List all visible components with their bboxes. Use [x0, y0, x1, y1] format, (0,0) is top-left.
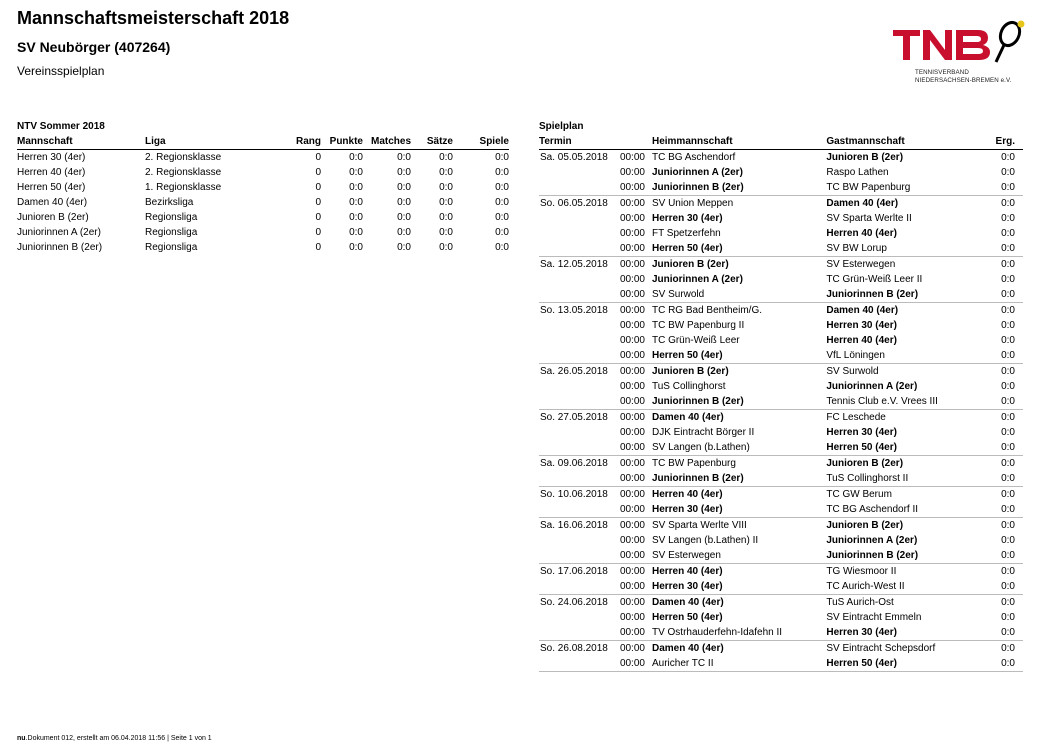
match-result: 0:0: [1001, 535, 1015, 546]
match-termin: [539, 303, 652, 319]
team-rang: 0: [315, 152, 321, 163]
match-row: [539, 502, 1023, 518]
match-result: 0:0: [1001, 581, 1015, 592]
match-row: [539, 287, 1023, 303]
match-home-team: Juniorinnen A (2er): [651, 274, 743, 285]
col-rang: Rang: [273, 134, 321, 150]
match-date: So. 13.05.2018: [540, 305, 608, 316]
match-termin: [539, 625, 652, 641]
match-time: 00:00: [619, 566, 645, 577]
col-termin: Termin: [539, 134, 652, 150]
match-away-team: Herren 30 (4er): [826, 320, 897, 331]
match-termin: [539, 518, 652, 534]
match-row: [539, 211, 1023, 226]
team-row: [17, 195, 509, 210]
match-away-team: TC Grün-Weiß Leer II: [826, 274, 923, 285]
match-date: So. 10.06.2018: [540, 489, 608, 500]
team-matches: 0:0: [397, 197, 411, 208]
match-termin: [539, 394, 652, 410]
match-away-team: Raspo Lathen: [826, 167, 889, 178]
match-home-team: TV Ostrhauderfehn-Idafehn II: [651, 627, 783, 638]
match-row: [539, 318, 1023, 333]
match-home-team: Juniorinnen B (2er): [651, 396, 744, 407]
team-matches: 0:0: [397, 152, 411, 163]
match-row: [539, 487, 1023, 503]
match-away-team: Herren 40 (4er): [826, 228, 897, 239]
match-time: 00:00: [619, 427, 645, 438]
team-punkte: 0:0: [349, 167, 363, 178]
match-termin: [539, 440, 652, 456]
match-termin: [539, 150, 652, 166]
team-punkte: 0:0: [349, 227, 363, 238]
team-name: Juniorinnen A (2er): [17, 227, 101, 238]
match-row: [539, 564, 1023, 580]
match-termin: [539, 425, 652, 440]
match-home-team: Damen 40 (4er): [652, 410, 826, 426]
match-home-team: Juniorinnen A (2er): [651, 167, 743, 178]
match-result: 0:0: [1001, 182, 1015, 193]
match-termin: [539, 564, 652, 580]
match-away-team: Junioren B (2er): [826, 518, 995, 534]
tnb-logo: [890, 20, 1030, 92]
match-time: 00:00: [619, 458, 645, 469]
match-home-team: TuS Collinghorst: [651, 381, 726, 392]
match-termin: [539, 180, 652, 196]
document-type: Vereinsspielplan: [17, 64, 105, 78]
match-time: 00:00: [619, 504, 645, 515]
match-row: [539, 348, 1023, 364]
match-result: 0:0: [1001, 335, 1015, 346]
match-home-team: Herren 50 (4er): [651, 350, 723, 361]
footer-text: .Dokument 012, erstellt am 06.04.2018 11:56 | Seite 1 von 1: [25, 735, 212, 742]
team-saetze: 0:0: [439, 242, 453, 253]
team-matches: 0:0: [397, 167, 411, 178]
match-row: [539, 272, 1023, 287]
match-home-team: SV Union Meppen: [652, 196, 826, 212]
match-away-team: TuS Collinghorst II: [826, 473, 909, 484]
team-saetze: 0:0: [439, 197, 453, 208]
match-home-team: SV Langen (b.Lathen) II: [651, 535, 759, 546]
team-name: Junioren B (2er): [17, 212, 89, 223]
match-home-team: TC Grün-Weiß Leer: [651, 335, 740, 346]
match-termin: [539, 272, 652, 287]
match-time: 00:00: [619, 442, 645, 453]
match-away-team: Junioren B (2er): [826, 150, 995, 166]
match-row: [539, 456, 1023, 472]
match-home-team: Herren 40 (4er): [652, 564, 826, 580]
match-termin: [539, 211, 652, 226]
match-result: 0:0: [1001, 289, 1015, 300]
match-away-team: Juniorinnen A (2er): [826, 381, 918, 392]
match-date: Sa. 12.05.2018: [540, 259, 608, 270]
match-away-team: Tennis Club e.V. Vrees III: [826, 396, 938, 407]
match-termin: [539, 257, 652, 273]
match-date: So. 17.06.2018: [540, 566, 608, 577]
team-spiele: 0:0: [495, 227, 509, 238]
match-termin: [539, 348, 652, 364]
match-termin: [539, 548, 652, 564]
tnb-logo-mark: [890, 20, 1030, 68]
match-termin: [539, 579, 652, 595]
match-away-team: Juniorinnen A (2er): [826, 535, 918, 546]
match-time: 00:00: [619, 581, 645, 592]
match-home-team: Herren 30 (4er): [651, 504, 723, 515]
match-time: 00:00: [619, 612, 645, 623]
match-time: 00:00: [619, 597, 645, 608]
teams-header-row: [17, 134, 509, 150]
match-result: 0:0: [1001, 627, 1015, 638]
match-termin: [539, 641, 652, 657]
match-result: 0:0: [1001, 612, 1015, 623]
match-home-team: Damen 40 (4er): [652, 595, 826, 611]
match-row: [539, 196, 1023, 212]
schedule-header-row: [539, 134, 1023, 150]
team-row: [17, 225, 509, 240]
match-away-team: Herren 30 (4er): [826, 427, 897, 438]
match-time: 00:00: [619, 274, 645, 285]
col-punkte: Punkte: [321, 134, 363, 150]
match-away-team: SV Esterwegen: [826, 257, 995, 273]
match-termin: [539, 471, 652, 487]
match-home-team: Herren 50 (4er): [651, 243, 723, 254]
match-home-team: SV Sparta Werlte VIII: [652, 518, 826, 534]
team-name: Herren 50 (4er): [17, 182, 86, 193]
match-result: 0:0: [996, 150, 1023, 166]
team-saetze: 0:0: [439, 212, 453, 223]
match-date: Sa. 09.06.2018: [540, 458, 608, 469]
match-home-team: FT Spetzerfehn: [651, 228, 721, 239]
match-home-team: Damen 40 (4er): [652, 641, 826, 657]
match-home-team: Junioren B (2er): [652, 257, 826, 273]
match-row: [539, 625, 1023, 641]
match-result: 0:0: [1001, 274, 1015, 285]
team-spiele: 0:0: [495, 242, 509, 253]
match-termin: [539, 318, 652, 333]
match-away-team: SV BW Lorup: [826, 243, 887, 254]
match-row: [539, 533, 1023, 548]
match-time: 00:00: [619, 259, 645, 270]
team-name: Juniorinnen B (2er): [17, 242, 103, 253]
match-home-team: SV Esterwegen: [651, 550, 721, 561]
match-termin: [539, 610, 652, 625]
team-spiele: 0:0: [495, 182, 509, 193]
match-termin: [539, 656, 652, 672]
match-row: [539, 641, 1023, 657]
match-time: 00:00: [619, 182, 645, 193]
match-away-team: SV Sparta Werlte II: [826, 213, 912, 224]
match-result: 0:0: [1001, 442, 1015, 453]
match-row: [539, 410, 1023, 426]
team-name: Damen 40 (4er): [17, 197, 88, 208]
team-punkte: 0:0: [349, 197, 363, 208]
match-result: 0:0: [996, 487, 1023, 503]
match-away-team: Herren 30 (4er): [826, 627, 897, 638]
match-result: 0:0: [1001, 381, 1015, 392]
team-rang: 0: [315, 182, 321, 193]
match-time: 00:00: [619, 213, 645, 224]
match-home-team: Juniorinnen B (2er): [651, 473, 744, 484]
match-result: 0:0: [996, 595, 1023, 611]
match-row: [539, 548, 1023, 564]
match-time: 00:00: [619, 473, 645, 484]
team-liga: 2. Regionsklasse: [145, 152, 222, 163]
team-saetze: 0:0: [439, 227, 453, 238]
match-home-team: SV Surwold: [651, 289, 705, 300]
match-away-team: Juniorinnen B (2er): [826, 550, 919, 561]
team-row: [17, 165, 509, 180]
team-row: [17, 180, 509, 195]
teams-table: [17, 134, 509, 255]
match-away-team: Herren 50 (4er): [826, 442, 897, 453]
match-time: 00:00: [619, 198, 645, 209]
team-matches: 0:0: [397, 212, 411, 223]
match-result: 0:0: [996, 196, 1023, 212]
match-result: 0:0: [1001, 228, 1015, 239]
match-time: 00:00: [619, 320, 645, 331]
match-result: 0:0: [1001, 427, 1015, 438]
logo-text-line2: NIEDERSACHSEN-BREMEN e.V.: [915, 77, 1012, 84]
team-row: [17, 240, 509, 255]
match-away-team: Damen 40 (4er): [826, 303, 995, 319]
match-row: [539, 333, 1023, 348]
team-saetze: 0:0: [439, 152, 453, 163]
match-result: 0:0: [1001, 320, 1015, 331]
team-matches: 0:0: [397, 242, 411, 253]
match-row: [539, 394, 1023, 410]
match-termin: [539, 364, 652, 380]
match-home-team: TC BW Papenburg II: [651, 320, 745, 331]
match-date: Sa. 26.05.2018: [540, 366, 608, 377]
match-away-team: Junioren B (2er): [826, 456, 995, 472]
match-away-team: Damen 40 (4er): [826, 196, 995, 212]
match-result: 0:0: [996, 257, 1023, 273]
schedule-table: [539, 134, 1023, 672]
team-row: [17, 150, 509, 166]
match-termin: [539, 287, 652, 303]
team-rang: 0: [315, 212, 321, 223]
match-row: [539, 150, 1023, 166]
match-time: 00:00: [619, 152, 645, 163]
footer-brand: nu: [17, 735, 26, 742]
match-row: [539, 379, 1023, 394]
match-home-team: Herren 40 (4er): [652, 487, 826, 503]
match-home-team: Herren 30 (4er): [651, 213, 723, 224]
match-time: 00:00: [619, 381, 645, 392]
team-liga: Bezirksliga: [145, 197, 194, 208]
team-rang: 0: [315, 227, 321, 238]
match-result: 0:0: [1001, 550, 1015, 561]
match-time: 00:00: [619, 643, 645, 654]
team-liga: 1. Regionsklasse: [145, 182, 222, 193]
match-result: 0:0: [996, 303, 1023, 319]
col-heimmannschaft: Heimmannschaft: [652, 134, 826, 150]
match-result: 0:0: [1001, 167, 1015, 178]
match-date: So. 26.08.2018: [540, 643, 608, 654]
match-result: 0:0: [996, 564, 1023, 580]
match-row: [539, 165, 1023, 180]
match-away-team: FC Leschede: [826, 410, 995, 426]
col-ergebnis: Erg.: [996, 134, 1023, 150]
team-liga: Regionsliga: [145, 227, 198, 238]
match-row: [539, 364, 1023, 380]
team-spiele: 0:0: [495, 167, 509, 178]
team-saetze: 0:0: [439, 167, 453, 178]
match-result: 0:0: [1001, 504, 1015, 515]
match-termin: [539, 379, 652, 394]
logo-text-line1: TENNISVERBAND: [915, 69, 969, 76]
match-home-team: SV Langen (b.Lathen): [651, 442, 750, 453]
match-home-team: Junioren B (2er): [652, 364, 826, 380]
team-punkte: 0:0: [349, 152, 363, 163]
schedule-title: Spielplan: [539, 121, 584, 132]
match-result: 0:0: [996, 656, 1023, 672]
match-result: 0:0: [996, 641, 1023, 657]
match-row: [539, 257, 1023, 273]
match-home-team: TC RG Bad Bentheim/G.: [652, 303, 826, 319]
match-time: 00:00: [619, 228, 645, 239]
match-time: 00:00: [619, 550, 645, 561]
match-result: 0:0: [996, 518, 1023, 534]
match-row: [539, 595, 1023, 611]
col-saetze: Sätze: [411, 134, 453, 150]
match-away-team: TC GW Berum: [826, 487, 995, 503]
team-liga: 2. Regionsklasse: [145, 167, 222, 178]
match-home-team: TC BG Aschendorf: [652, 150, 826, 166]
match-time: 00:00: [619, 489, 645, 500]
team-matches: 0:0: [397, 182, 411, 193]
match-row: [539, 471, 1023, 487]
match-home-team: Herren 50 (4er): [651, 612, 723, 623]
team-punkte: 0:0: [349, 182, 363, 193]
match-date: So. 27.05.2018: [540, 412, 608, 423]
match-row: [539, 440, 1023, 456]
match-termin: [539, 241, 652, 257]
team-matches: 0:0: [397, 227, 411, 238]
match-row: [539, 518, 1023, 534]
team-name: Herren 40 (4er): [17, 167, 86, 178]
team-name: Herren 30 (4er): [17, 152, 86, 163]
team-rang: 0: [315, 197, 321, 208]
col-spiele: Spiele: [453, 134, 509, 150]
match-home-team: TC BW Papenburg: [652, 456, 826, 472]
match-away-team: Herren 40 (4er): [826, 335, 897, 346]
page-title: Mannschaftsmeisterschaft 2018: [17, 8, 290, 28]
match-time: 00:00: [619, 289, 645, 300]
match-result: 0:0: [996, 364, 1023, 380]
match-away-team: TC Aurich-West II: [826, 581, 905, 592]
match-termin: [539, 410, 652, 426]
match-away-team: Juniorinnen B (2er): [826, 289, 919, 300]
match-time: 00:00: [619, 366, 645, 377]
match-time: 00:00: [619, 243, 645, 254]
match-time: 00:00: [619, 350, 645, 361]
match-away-team: TG Wiesmoor II: [826, 564, 995, 580]
season-title: NTV Sommer 2018: [17, 121, 105, 132]
match-date: So. 24.06.2018: [540, 597, 608, 608]
col-gastmannschaft: Gastmannschaft: [826, 134, 995, 150]
match-result: 0:0: [1001, 473, 1015, 484]
match-result: 0:0: [1001, 243, 1015, 254]
match-date: So. 06.05.2018: [540, 198, 608, 209]
match-result: 0:0: [996, 410, 1023, 426]
match-result: 0:0: [996, 456, 1023, 472]
team-row: [17, 210, 509, 225]
match-termin: [539, 196, 652, 212]
col-matches: Matches: [363, 134, 411, 150]
match-row: [539, 226, 1023, 241]
club-name: SV Neubörger (407264): [17, 39, 171, 55]
match-away-team: VfL Löningen: [826, 350, 885, 361]
match-time: 00:00: [619, 396, 645, 407]
match-away-team: SV Eintracht Schepsdorf: [826, 641, 995, 657]
match-row: [539, 610, 1023, 625]
match-time: 00:00: [619, 535, 645, 546]
match-date: Sa. 05.05.2018: [540, 152, 608, 163]
match-home-team: DJK Eintracht Börger II: [651, 427, 755, 438]
match-row: [539, 425, 1023, 440]
match-termin: [539, 595, 652, 611]
match-row: [539, 241, 1023, 257]
team-liga: Regionsliga: [145, 242, 198, 253]
match-away-team: TC BG Aschendorf II: [826, 504, 919, 515]
match-termin: [539, 333, 652, 348]
team-rang: 0: [315, 167, 321, 178]
team-spiele: 0:0: [495, 152, 509, 163]
match-time: 00:00: [619, 335, 645, 346]
team-punkte: 0:0: [349, 212, 363, 223]
match-home-team: Juniorinnen B (2er): [651, 182, 744, 193]
match-time: 00:00: [619, 412, 645, 423]
match-away-team: Herren 50 (4er): [826, 656, 995, 672]
match-away-team: TuS Aurich-Ost: [826, 595, 995, 611]
team-spiele: 0:0: [495, 212, 509, 223]
match-home-team: Herren 30 (4er): [651, 581, 723, 592]
match-termin: [539, 533, 652, 548]
match-termin: [539, 456, 652, 472]
match-termin: [539, 226, 652, 241]
match-away-team: SV Eintracht Emmeln: [826, 612, 922, 623]
match-row: [539, 656, 1023, 672]
match-away-team: TC BW Papenburg: [826, 182, 911, 193]
match-termin: [539, 487, 652, 503]
match-termin: [539, 502, 652, 518]
match-result: 0:0: [1001, 213, 1015, 224]
footer: [17, 735, 212, 742]
team-saetze: 0:0: [439, 182, 453, 193]
team-spiele: 0:0: [495, 197, 509, 208]
match-row: [539, 180, 1023, 196]
match-termin: [539, 165, 652, 180]
match-result: 0:0: [1001, 396, 1015, 407]
match-time: 00:00: [619, 658, 645, 669]
match-home-team: Auricher TC II: [652, 656, 826, 672]
match-result: 0:0: [1001, 350, 1015, 361]
team-liga: Regionsliga: [145, 212, 198, 223]
col-mannschaft: Mannschaft: [17, 134, 145, 150]
team-punkte: 0:0: [349, 242, 363, 253]
match-time: 00:00: [619, 305, 645, 316]
match-away-team: SV Surwold: [826, 364, 995, 380]
match-row: [539, 579, 1023, 595]
match-row: [539, 303, 1023, 319]
team-rang: 0: [315, 242, 321, 253]
match-time: 00:00: [619, 520, 645, 531]
match-time: 00:00: [619, 627, 645, 638]
match-date: Sa. 16.06.2018: [540, 520, 608, 531]
col-liga: Liga: [145, 134, 273, 150]
match-time: 00:00: [619, 167, 645, 178]
